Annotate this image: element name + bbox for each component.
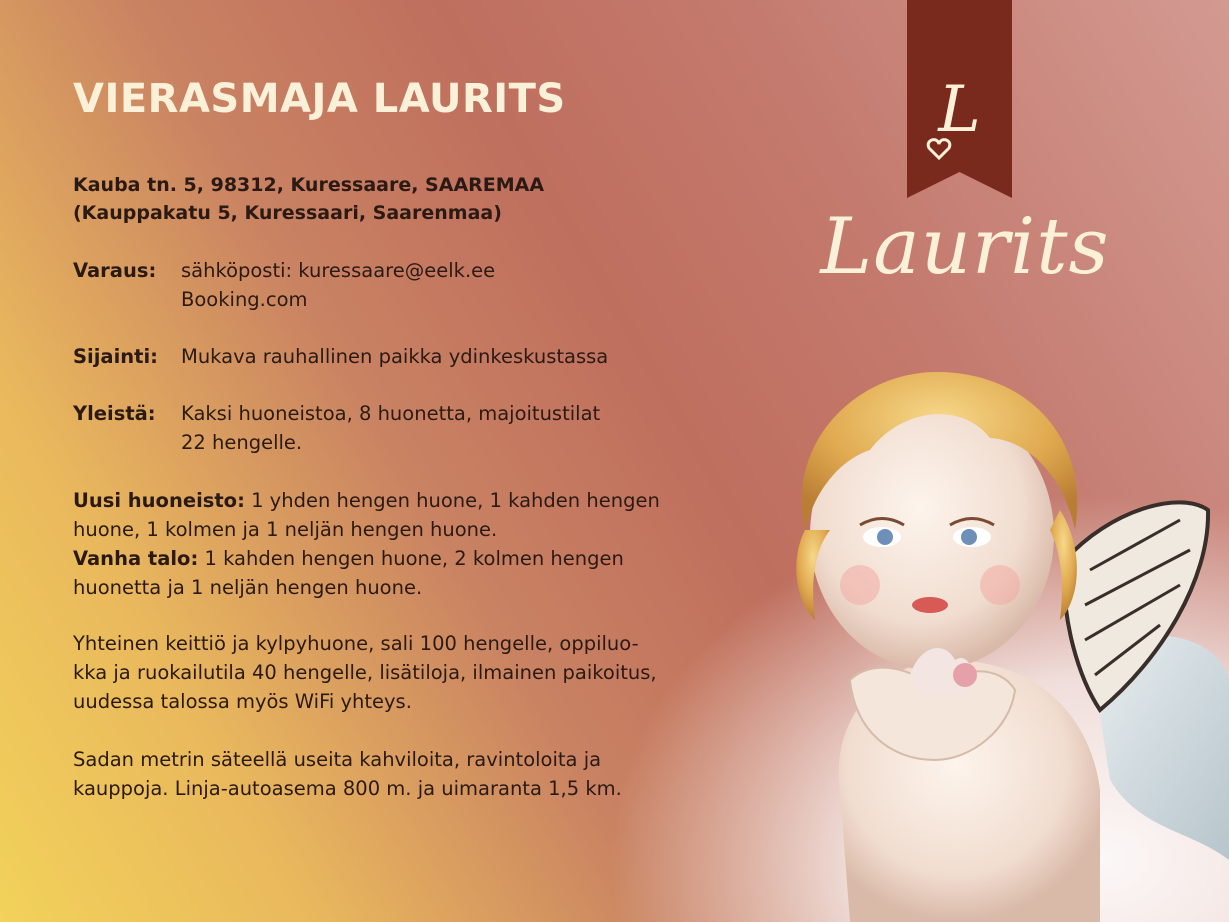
page-title: VIERASMAJA LAURITS [73, 76, 566, 122]
amenities-line-2: kka ja ruokailutila 40 hengelle, lisätiloja, ilmainen paikoitus, [73, 661, 657, 684]
new-apartment-label: Uusi huoneisto: [73, 489, 245, 512]
location-value: Mukava rauhallinen paikka ydinkeskustassa [181, 345, 609, 368]
booking-email: sähköposti: kuressaare@eelk.ee [181, 259, 496, 282]
booking-site: Booking.com [181, 288, 308, 311]
surroundings-line-1: Sadan metrin säteellä useita kahviloita, ravintoloita ja [73, 748, 602, 771]
new-apartment-text: 1 yhden hengen huone, 1 kahden hengen [244, 489, 660, 512]
surroundings-section [73, 745, 723, 803]
general-label: Yleistä: [73, 402, 156, 425]
address-line-2: (Kauppakatu 5, Kuressaari, Saarenmaa) [73, 202, 502, 224]
old-house-line-2: huonetta ja 1 neljän hengen huone. [73, 576, 423, 599]
old-house-text: 1 kahden hengen huone, 2 kolmen hengen [198, 547, 624, 570]
surroundings-line-2: kauppoja. Linja-autoasema 800 m. ja uimaranta 1,5 km. [73, 777, 622, 800]
new-apartment-line-2: huone, 1 kolmen ja 1 neljän hengen huone. [73, 518, 498, 541]
laurits-wordmark: Laurits [820, 202, 1110, 292]
general-row [73, 399, 600, 457]
address-line-1: Kauba tn. 5, 98312, Kuressaare, SAAREMAA [73, 174, 545, 196]
ribbon-letter: L [938, 73, 981, 147]
amenities-line-1: Yhteinen keittiö ja kylpyhuone, sali 100 hengelle, oppiluo- [73, 632, 639, 655]
rooms-section [73, 486, 723, 602]
address [73, 171, 544, 227]
general-line-1: Kaksi huoneistoa, 8 huonetta, majoitustilat [181, 402, 601, 425]
amenities-line-3: uudessa talossa myös WiFi yhteys. [73, 690, 412, 713]
old-house-label: Vanha talo: [73, 547, 199, 570]
amenities-section [73, 629, 723, 716]
booking-row [73, 256, 495, 314]
general-line-2: 22 hengelle. [181, 431, 303, 454]
location-row [73, 342, 608, 371]
location-label: Sijainti: [73, 345, 158, 368]
angel-figurine-icon [760, 360, 1229, 922]
booking-label: Varaus: [73, 259, 157, 282]
